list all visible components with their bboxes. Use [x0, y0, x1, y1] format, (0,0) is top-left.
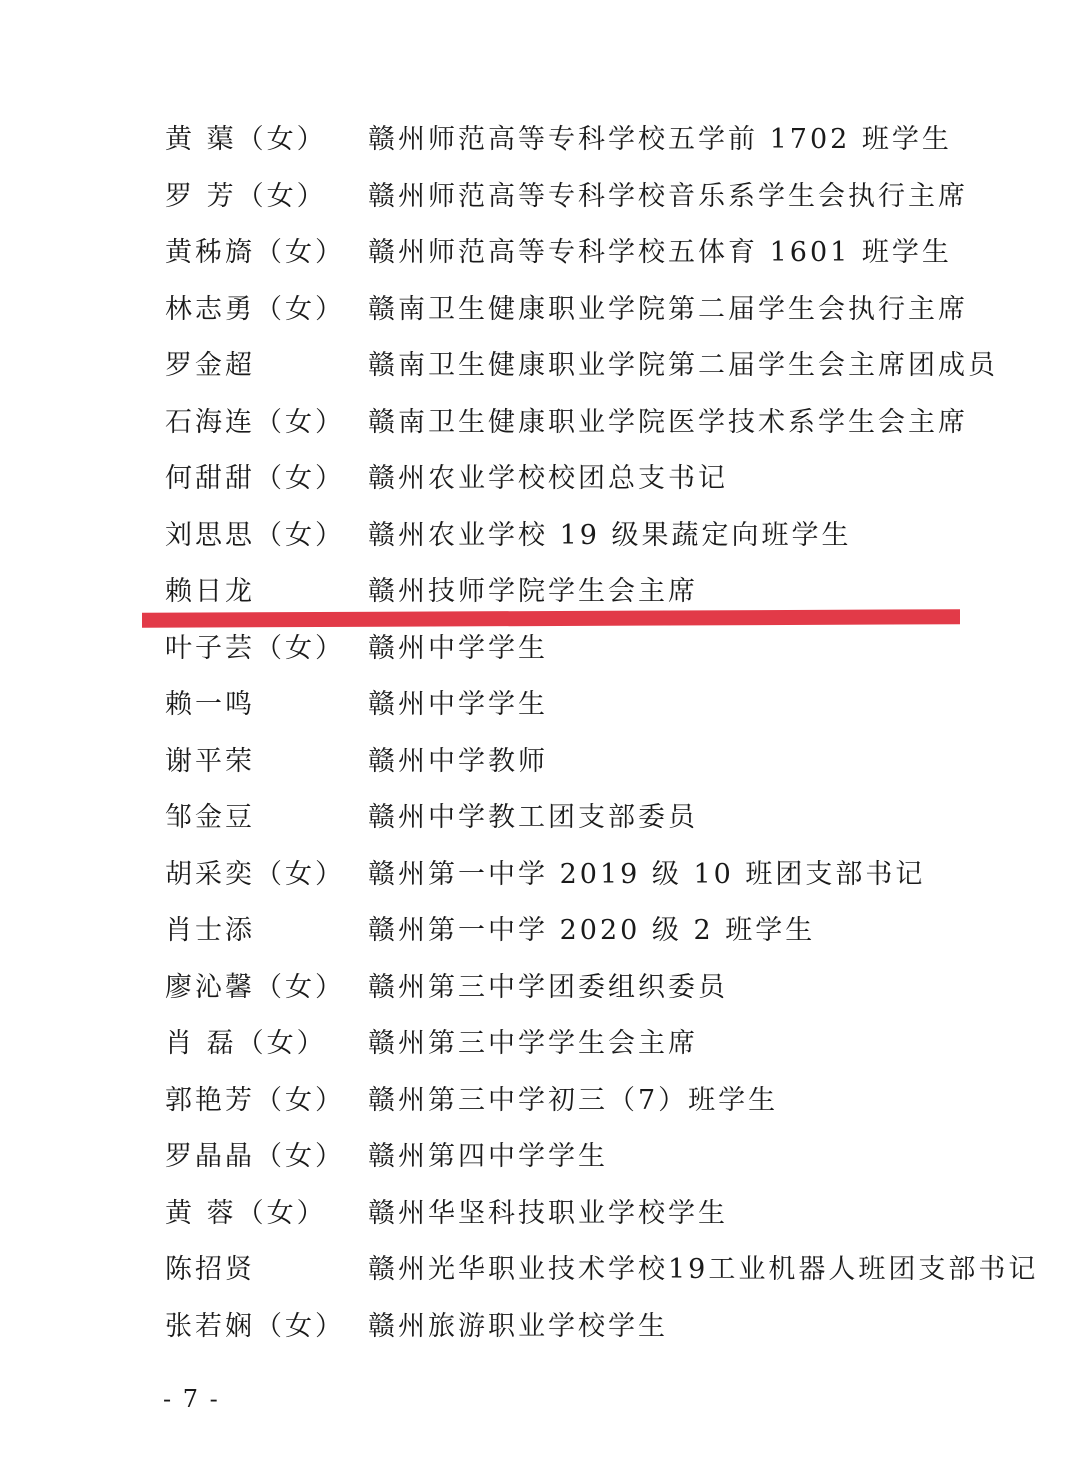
- person-name: 罗晶晶（女）: [165, 1141, 345, 1172]
- list-item: [165, 734, 965, 791]
- list-item: [165, 169, 968, 226]
- person-description: 赣州第三中学初三（7）班学生: [368, 1084, 779, 1116]
- person-description: 赣州华坚科技职业学校学生: [368, 1197, 728, 1229]
- list-item: [165, 1242, 1039, 1299]
- person-description: 赣南卫生健康职业学院第二届学生会主席团成员: [368, 350, 998, 381]
- person-description: 赣州第四中学学生: [368, 1141, 608, 1172]
- person-description: 赣南卫生健康职业学院医学技术系学生会主席: [368, 406, 968, 438]
- person-name: 黄秭旖（女）: [165, 237, 345, 268]
- person-description: 赣州技师学院学生会主席: [368, 576, 698, 607]
- person-name: 黄 蓉（女）: [165, 1197, 327, 1229]
- person-description: 赣州农业学校校团总支书记: [368, 463, 728, 494]
- person-description: 赣州师范高等专科学校音乐系学生会执行主席: [368, 180, 968, 212]
- page-number: - 7 -: [163, 1385, 220, 1413]
- person-name: 林志勇（女）: [165, 293, 345, 325]
- list-item: [165, 1073, 965, 1130]
- list-item: [165, 677, 965, 734]
- person-name: 张若娴（女）: [165, 1310, 345, 1342]
- person-name: 黄 蕖（女）: [165, 124, 327, 155]
- list-item: [165, 1129, 965, 1186]
- list-item: [165, 790, 965, 847]
- person-name: 赖日龙: [165, 576, 255, 607]
- person-name: 胡采奕（女）: [165, 858, 345, 890]
- list-item: [165, 903, 965, 960]
- person-name: 廖沁馨（女）: [165, 971, 345, 1003]
- list-item: [165, 1016, 965, 1073]
- list-item: [165, 112, 965, 169]
- list-item: [165, 847, 965, 904]
- person-name: 郭艳芳（女）: [165, 1084, 345, 1116]
- person-name: 肖士添: [165, 915, 255, 946]
- person-description: 赣州第三中学学生会主席: [368, 1028, 698, 1059]
- person-name: 肖 磊（女）: [165, 1028, 327, 1059]
- list-item: [165, 1299, 965, 1356]
- list-item: [165, 338, 998, 395]
- person-name: 刘思思（女）: [165, 519, 345, 551]
- list-item: [165, 1186, 965, 1243]
- person-description: 赣州中学学生: [368, 632, 548, 664]
- person-description: 赣州中学教工团支部委员: [368, 802, 698, 833]
- person-name: 陈招贤: [165, 1254, 255, 1285]
- list-item: [165, 282, 968, 339]
- person-description: 赣南卫生健康职业学院第二届学生会执行主席: [368, 293, 968, 325]
- list-item: [165, 395, 968, 452]
- list-item: [165, 621, 965, 678]
- person-description: 赣州中学学生: [368, 689, 548, 720]
- person-name: 叶子芸（女）: [165, 632, 345, 664]
- list-item: [165, 508, 965, 565]
- person-description: 赣州第一中学 2020 级 2 班学生: [368, 915, 816, 946]
- person-description: 赣州旅游职业学校学生: [368, 1310, 668, 1342]
- person-description: 赣州中学教师: [368, 745, 548, 777]
- person-name: 赖一鸣: [165, 689, 255, 720]
- person-name: 罗金超: [165, 350, 255, 381]
- person-description: 赣州农业学校 19 级果蔬定向班学生: [368, 519, 852, 551]
- person-description: 赣州师范高等专科学校五学前 1702 班学生: [368, 124, 952, 155]
- person-description: 赣州第一中学 2019 级 10 班团支部书记: [368, 858, 926, 890]
- list-item: [165, 225, 965, 282]
- list-item: [165, 960, 965, 1017]
- person-name: 邹金豆: [165, 802, 255, 833]
- list-item: [165, 451, 965, 508]
- honoree-list: [165, 112, 1039, 1355]
- person-name: 何甜甜（女）: [165, 463, 345, 494]
- person-description: 赣州师范高等专科学校五体育 1601 班学生: [368, 237, 952, 268]
- person-name: 谢平荣: [165, 745, 255, 777]
- person-description: 赣州第三中学团委组织委员: [368, 971, 728, 1003]
- person-description: 赣州光华职业技术学校19工业机器人班团支部书记: [368, 1254, 1039, 1285]
- person-name: 罗 芳（女）: [165, 180, 327, 212]
- person-name: 石海连（女）: [165, 406, 345, 438]
